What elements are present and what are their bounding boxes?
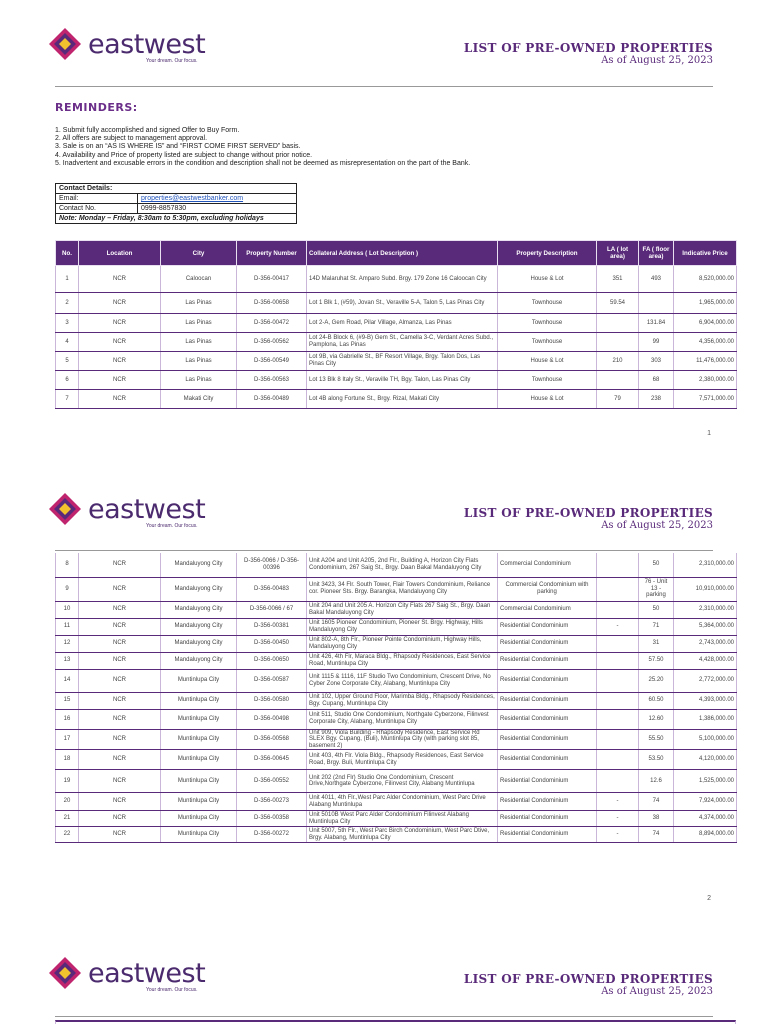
cell-city: Muntinlupa City [161, 770, 237, 793]
cell-city: Muntinlupa City [161, 811, 237, 827]
cell-collateral-address: Lot 4B along Fortune St., Brgy. Rizal, Makati City [307, 390, 498, 409]
reminder-item: 5. Inadvertent and excusable errors in the condition and description shall not be deemed as misrepresentation on the part of the Bank. [55, 159, 471, 167]
cell-no: 20 [56, 793, 79, 811]
cell-no: 11 [56, 618, 79, 635]
cell-property-description: Residential Condominium [498, 635, 597, 652]
cell-property-number: D-356-00645 [237, 750, 307, 770]
cell-indicative-price: 4,428,000.00 [674, 652, 737, 669]
cell-lot-area [597, 314, 639, 333]
cell-collateral-address: Unit 5010B West Parc Alder Condominium Filinvest Alabang Muntinlupa City [307, 811, 498, 827]
page-2 [0, 470, 768, 950]
as-of-date: As of August 25, 2023 [601, 55, 713, 66]
cell-property-number: D-356-00358 [237, 811, 307, 827]
cell-location: NCR [79, 314, 161, 333]
table-row [56, 390, 737, 409]
cell-floor-area: 50 [639, 553, 674, 577]
cell-no: 17 [56, 729, 79, 750]
email-cell [138, 194, 297, 204]
cell-no: 21 [56, 811, 79, 827]
table-row [56, 709, 737, 729]
cell-collateral-address: Unit 802-A, 8th Flr., Pioneer Pointe Condominium, Highway Hills, Mandaluyong City [307, 635, 498, 652]
cell-indicative-price: 7,571,000.00 [674, 390, 737, 409]
cell-location: NCR [79, 729, 161, 750]
list-title: LIST OF PRE-OWNED PROPERTIES [463, 506, 713, 520]
cell-property-number: D-356-00563 [237, 371, 307, 390]
cell-no: 15 [56, 692, 79, 709]
cell-indicative-price: 4,374,000.00 [674, 811, 737, 827]
reminder-item: 2. All offers are subject to management approval. [55, 135, 208, 143]
cell-collateral-address: Unit 204 and Unit 205 A. Horizon City Flats 267 Saig St., Brgy. Daan Bakal Mandaluyong City [307, 601, 498, 618]
cell-lot-area: 351 [597, 266, 639, 293]
cell-indicative-price: 11,476,000.00 [674, 352, 737, 371]
cell-floor-area: 74 [639, 793, 674, 811]
table-row [56, 553, 737, 577]
cell-floor-area: 71 [639, 618, 674, 635]
cell-city: Las Pinas [161, 352, 237, 371]
header-divider [55, 550, 713, 551]
cell-indicative-price: 2,772,000.00 [674, 669, 737, 692]
cell-property-description: Townhouse [498, 333, 597, 352]
cell-collateral-address: Lot 1 Blk 1, (#59), Jovan St., Veraville 5-A, Talon 5, Las Pinas City [307, 293, 498, 314]
cell-city: Muntinlupa City [161, 669, 237, 692]
cell-property-number: D-356-00498 [237, 709, 307, 729]
reminder-item: 4. Availability and Price of property listed are subject to change without prior notice. [55, 151, 313, 159]
cell-indicative-price: 8,894,000.00 [674, 827, 737, 843]
table-row [56, 669, 737, 692]
cell-floor-area: 53.50 [639, 750, 674, 770]
table-row [56, 635, 737, 652]
table-row [56, 793, 737, 811]
cell-lot-area [597, 601, 639, 618]
cell-no: 5 [56, 352, 79, 371]
cell-floor-area: 131.84 [639, 314, 674, 333]
table-row [56, 618, 737, 635]
table-row [56, 770, 737, 793]
office-hours-note: Note: Monday – Friday, 8:30am to 5:30pm, excluding holidays [56, 214, 297, 224]
cell-no: 14 [56, 669, 79, 692]
cell-indicative-price: 1,965,000.00 [674, 293, 737, 314]
cell-property-number: D-356-00562 [237, 333, 307, 352]
cell-collateral-address: Lot 2-A, Gem Road, Pilar Village, Almanza, Las Pinas [307, 314, 498, 333]
cell-floor-area: 57.50 [639, 652, 674, 669]
cell-collateral-address: Unit 4011, 4th Flr.,West Parc Alder Condominium, West Parc Drive Alabang Muntinlupa [307, 793, 498, 811]
cell-city: Mandaluyong City [161, 553, 237, 577]
table-row [56, 371, 737, 390]
cell-property-number: D-356-00483 [237, 577, 307, 601]
cell-lot-area: 210 [597, 352, 639, 371]
cell-property-description: Residential Condominium [498, 827, 597, 843]
table-row [56, 266, 737, 293]
cell-city: Muntinlupa City [161, 709, 237, 729]
cell-no: 9 [56, 577, 79, 601]
cell-city: Caloocan [161, 266, 237, 293]
brand-tagline: Your dream. Our focus. [146, 987, 198, 993]
cell-floor-area: 12.60 [639, 709, 674, 729]
cell-location: NCR [79, 793, 161, 811]
cell-collateral-address: 14D Malaruhat St. Amparo Subd. Brgy. 179 Zone 16 Caloocan City [307, 266, 498, 293]
page-3 [0, 950, 768, 1024]
cell-floor-area: 76 - Unit 13 - parking [639, 577, 674, 601]
brand-tagline: Your dream. Our focus. [146, 523, 198, 529]
list-title: LIST OF PRE-OWNED PROPERTIES [463, 972, 713, 986]
cell-property-description: Residential Condominium [498, 770, 597, 793]
cell-property-description: Residential Condominium [498, 692, 597, 709]
cell-property-description: Residential Condominium [498, 750, 597, 770]
cell-lot-area: - [597, 827, 639, 843]
col-header-floor-area: FA ( floor area) [639, 241, 674, 266]
cell-no: 10 [56, 601, 79, 618]
table-row [56, 333, 737, 352]
table-row [56, 827, 737, 843]
eastwest-diamond-logo-icon [48, 27, 82, 61]
table-row [56, 692, 737, 709]
cell-lot-area [597, 577, 639, 601]
email-label: Email: [56, 194, 138, 204]
cell-no: 2 [56, 293, 79, 314]
cell-city: Las Pinas [161, 314, 237, 333]
cell-city: Mandaluyong City [161, 577, 237, 601]
cell-lot-area: - [597, 618, 639, 635]
cell-indicative-price: 1,525,000.00 [674, 770, 737, 793]
cell-property-description: Residential Condominium [498, 652, 597, 669]
brand-tagline: Your dream. Our focus. [146, 58, 198, 64]
cell-property-description: Commercial Condominium [498, 601, 597, 618]
cell-property-number: D-356-00272 [237, 827, 307, 843]
cell-location: NCR [79, 352, 161, 371]
cell-property-number: D-356-00381 [237, 618, 307, 635]
cell-city: Mandaluyong City [161, 635, 237, 652]
properties-table-page-2 [55, 553, 737, 843]
cell-property-number: D-356-00658 [237, 293, 307, 314]
page-number: 2 [707, 895, 711, 902]
cell-property-number: D-356-00450 [237, 635, 307, 652]
cell-indicative-price: 2,380,000.00 [674, 371, 737, 390]
as-of-date: As of August 25, 2023 [601, 986, 713, 997]
cell-location: NCR [79, 553, 161, 577]
cell-no: 19 [56, 770, 79, 793]
cell-property-number: D-356-00417 [237, 266, 307, 293]
cell-collateral-address: Lot 9B, via Gabrielle St., BF Resort Village, Brgy. Talon Dos, Las Pinas City [307, 352, 498, 371]
cell-indicative-price: 4,120,000.00 [674, 750, 737, 770]
cell-property-description: Residential Condominium [498, 729, 597, 750]
cell-location: NCR [79, 669, 161, 692]
cell-property-description: Townhouse [498, 371, 597, 390]
cell-floor-area: 493 [639, 266, 674, 293]
list-title: LIST OF PRE-OWNED PROPERTIES [463, 41, 713, 55]
cell-property-description: House & Lot [498, 390, 597, 409]
cell-indicative-price: 8,520,000.00 [674, 266, 737, 293]
phone-value: 0999-8857830 [138, 204, 297, 214]
cell-collateral-address: Unit 1605 Pioneer Condominium, Pioneer St. Brgy. Highway, Hills Mandaluyong City [307, 618, 498, 635]
cell-location: NCR [79, 601, 161, 618]
col-header-lot-area: LA ( lot area) [597, 241, 639, 266]
cell-lot-area: - [597, 811, 639, 827]
cell-floor-area [639, 293, 674, 314]
cell-city: Makati City [161, 390, 237, 409]
cell-city: Las Pinas [161, 293, 237, 314]
cell-indicative-price: 4,393,000.00 [674, 692, 737, 709]
cell-collateral-address: Unit 1115 & 1116, 11F Studio Two Condominium, Crescent Drive, No Cyber Zone Corporate City, Alabang, Muntinlupa City [307, 669, 498, 692]
col-header-no: No. [56, 241, 79, 266]
cell-property-number: D-356-00552 [237, 770, 307, 793]
cell-floor-area: 74 [639, 827, 674, 843]
cell-lot-area [597, 669, 639, 692]
cell-location: NCR [79, 770, 161, 793]
cell-lot-area: - [597, 793, 639, 811]
cell-property-number: D-356-00650 [237, 652, 307, 669]
table-body-page-1 [56, 266, 737, 409]
col-header-indicative-price: Indicative Price [674, 241, 737, 266]
page-1 [0, 0, 768, 470]
cell-no: 12 [56, 635, 79, 652]
col-header-property-description: Property Description [498, 241, 597, 266]
brand-logo [48, 492, 205, 526]
cell-property-number: D-356-00489 [237, 390, 307, 409]
cell-floor-area: 60.50 [639, 692, 674, 709]
cell-floor-area: 38 [639, 811, 674, 827]
cell-property-number: D-356-0066 / D-356-00396 [237, 553, 307, 577]
cell-floor-area: 55.50 [639, 729, 674, 750]
header-divider [55, 86, 713, 87]
cell-location: NCR [79, 577, 161, 601]
cell-no: 18 [56, 750, 79, 770]
cell-no: 16 [56, 709, 79, 729]
cell-no: 1 [56, 266, 79, 293]
cell-property-description: Townhouse [498, 314, 597, 333]
cell-location: NCR [79, 750, 161, 770]
cell-collateral-address: Lot 13 Blk 8 Italy St., Veraville TH, Bgy. Talon, Las Pinas City [307, 371, 498, 390]
table-row [56, 352, 737, 371]
cell-indicative-price: 2,310,000.00 [674, 553, 737, 577]
brand-name: eastwest [88, 957, 206, 989]
cell-city: Mandaluyong City [161, 601, 237, 618]
cell-collateral-address: Unit 403, 4th Flr. Viola Bldg., Rhapsody Residences, East Service Road, Brgy. Buli, Muntinlupa City [307, 750, 498, 770]
cell-floor-area: 99 [639, 333, 674, 352]
cell-location: NCR [79, 827, 161, 843]
cell-location: NCR [79, 811, 161, 827]
cell-location: NCR [79, 266, 161, 293]
cell-property-description: House & Lot [498, 352, 597, 371]
cell-location: NCR [79, 333, 161, 352]
cell-collateral-address: Unit 909, Viola Building - Rhapsody Residence, East Service Rd SLEX Bgy. Cupang, (Buli), Muntinlupa City (with parking slot 85, basement 2) [307, 729, 498, 750]
col-header-location: Location [79, 241, 161, 266]
eastwest-diamond-logo-icon [48, 492, 82, 526]
phone-label: Contact No. [56, 204, 138, 214]
cell-no: 3 [56, 314, 79, 333]
table-row [56, 314, 737, 333]
cell-property-number: D-356-0066 / 67 [237, 601, 307, 618]
cell-indicative-price: 2,310,000.00 [674, 601, 737, 618]
cell-property-number: D-356-00472 [237, 314, 307, 333]
cell-no: 22 [56, 827, 79, 843]
cell-location: NCR [79, 390, 161, 409]
cell-property-description: Residential Condominium [498, 811, 597, 827]
cell-property-description: Commercial Condominium with parking [498, 577, 597, 601]
cell-property-number: D-356-00580 [237, 692, 307, 709]
cell-city: Muntinlupa City [161, 750, 237, 770]
cell-indicative-price: 2,743,000.00 [674, 635, 737, 652]
cell-city: Muntinlupa City [161, 692, 237, 709]
table-row [56, 729, 737, 750]
cell-lot-area [597, 371, 639, 390]
eastwest-diamond-logo-icon [48, 956, 82, 990]
cell-no: 13 [56, 652, 79, 669]
brand-name: eastwest [88, 493, 206, 525]
cell-indicative-price: 5,364,000.00 [674, 618, 737, 635]
cell-indicative-price: 5,100,000.00 [674, 729, 737, 750]
cell-floor-area: 25.20 [639, 669, 674, 692]
cell-lot-area: 79 [597, 390, 639, 409]
reminder-item: 3. Sale is on an “AS IS WHERE IS” and “FIRST COME FIRST SERVED” basis. [55, 143, 301, 151]
table-row [56, 652, 737, 669]
cell-floor-area: 303 [639, 352, 674, 371]
properties-table-page-1 [55, 240, 737, 409]
cell-lot-area: 59.54 [597, 293, 639, 314]
cell-property-number: D-356-00568 [237, 729, 307, 750]
cell-collateral-address: Lot 24-B Block 6, (#9-B) Gem St., Camella 3-C, Verdant Acres Subd., Pamplona, Las Pinas [307, 333, 498, 352]
cell-lot-area [597, 333, 639, 352]
cell-collateral-address: Unit 102, Upper Ground Floor, Marimba Bldg., Rhapsody Residences, Bgy. Cupang, Muntinlupa City [307, 692, 498, 709]
cell-lot-area [597, 635, 639, 652]
header-divider [55, 1016, 713, 1017]
cell-collateral-address: Unit 202 (2nd Flr) Studio One Condominium, Crescent Drive,Northgate Cyberzone, Filinvest City, Alabang Muntinlupa [307, 770, 498, 793]
cell-city: Las Pinas [161, 371, 237, 390]
cell-floor-area: 31 [639, 635, 674, 652]
col-header-property-number: Property Number [237, 241, 307, 266]
cell-lot-area [597, 770, 639, 793]
reminder-item: 1. Submit fully accomplished and signed Offer to Buy Form. [55, 127, 240, 134]
cell-city: Las Pinas [161, 333, 237, 352]
cell-location: NCR [79, 692, 161, 709]
cell-city: Muntinlupa City [161, 729, 237, 750]
cell-lot-area [597, 729, 639, 750]
table-row [56, 811, 737, 827]
cell-collateral-address: Unit A204 and Unit A205, 2nd Flr., Building A, Horizon City Flats Condominium, 267 Saig St., Brgy. Daan Bakal Mandaluyong City [307, 553, 498, 577]
cell-property-description: House & Lot [498, 266, 597, 293]
cell-lot-area [597, 750, 639, 770]
brand-name: eastwest [88, 28, 206, 60]
cell-location: NCR [79, 635, 161, 652]
cell-city: Muntinlupa City [161, 793, 237, 811]
contact-heading: Contact Details: [56, 184, 297, 194]
col-header-collateral-address: Collateral Address ( Lot Description ) [307, 241, 498, 266]
cell-lot-area [597, 553, 639, 577]
cell-location: NCR [79, 709, 161, 729]
cell-collateral-address: Unit 426, 4th Flr, Maraca Bldg., Rhapsody Residences, East Service Road, Muntinlupa City [307, 652, 498, 669]
cell-property-number: D-356-00587 [237, 669, 307, 692]
contact-details-table [55, 183, 297, 224]
page-number: 1 [707, 430, 711, 437]
cell-collateral-address: Unit 5007, 5th Flr., West Parc Birch Condominium, West Parc Dtive, Brgy. Alabang, Muntinlupa City [307, 827, 498, 843]
cell-no: 8 [56, 553, 79, 577]
cell-indicative-price: 6,904,000.00 [674, 314, 737, 333]
email-link[interactable]: properties@eastwestbanker.com [141, 195, 244, 202]
table-body-page-2 [56, 553, 737, 843]
cell-location: NCR [79, 618, 161, 635]
cell-collateral-address: Unit 3423, 34 Flr. South Tower, Flair Towers Condominium, Reliance cor. Pioneer Sts. Brgy. Barangka, Mandaluyong City [307, 577, 498, 601]
cell-floor-area: 68 [639, 371, 674, 390]
cell-floor-area: 238 [639, 390, 674, 409]
reminders-title: REMINDERS: [55, 101, 138, 114]
cell-property-description: Residential Condominium [498, 618, 597, 635]
cell-indicative-price: 4,356,000.00 [674, 333, 737, 352]
cell-city: Mandaluyong City [161, 618, 237, 635]
cell-property-description: Townhouse [498, 293, 597, 314]
table-row [56, 577, 737, 601]
table-top-edge [55, 1020, 736, 1024]
cell-floor-area: 50 [639, 601, 674, 618]
cell-property-number: D-356-00273 [237, 793, 307, 811]
cell-property-description: Residential Condominium [498, 709, 597, 729]
table-row [56, 293, 737, 314]
table-row [56, 601, 737, 618]
col-header-city: City [161, 241, 237, 266]
cell-property-description: Residential Condominium [498, 793, 597, 811]
cell-no: 7 [56, 390, 79, 409]
cell-property-description: Residential Condominium [498, 669, 597, 692]
cell-location: NCR [79, 293, 161, 314]
cell-indicative-price: 7,924,000.00 [674, 793, 737, 811]
cell-property-description: Commercial Condominium [498, 553, 597, 577]
cell-property-number: D-356-00549 [237, 352, 307, 371]
reminders-list [55, 127, 470, 168]
table-row [56, 750, 737, 770]
brand-logo [48, 27, 205, 61]
cell-city: Mandaluyong City [161, 652, 237, 669]
cell-indicative-price: 1,386,000.00 [674, 709, 737, 729]
cell-collateral-address: Unit 511, Studio One Condominium, Northgate Cyberzone, Filinvest Corporate City, Alabang, Muntinlupa City [307, 709, 498, 729]
cell-no: 4 [56, 333, 79, 352]
cell-location: NCR [79, 652, 161, 669]
as-of-date: As of August 25, 2023 [601, 520, 713, 531]
cell-lot-area [597, 652, 639, 669]
cell-lot-area [597, 692, 639, 709]
brand-logo [48, 956, 205, 990]
cell-no: 6 [56, 371, 79, 390]
cell-indicative-price: 10,910,000.00 [674, 577, 737, 601]
cell-location: NCR [79, 371, 161, 390]
cell-city: Muntinlupa City [161, 827, 237, 843]
cell-lot-area [597, 709, 639, 729]
cell-floor-area: 12.6 [639, 770, 674, 793]
